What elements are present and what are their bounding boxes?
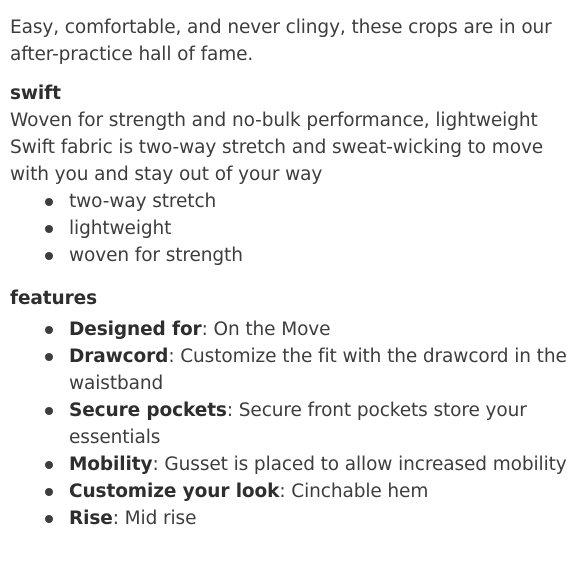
swift-heading: swift: [10, 83, 61, 104]
list-item: lightweight: [69, 215, 570, 242]
features-heading: features: [10, 288, 97, 309]
feature-label: Customize your look: [69, 481, 280, 502]
list-item: [69, 478, 570, 505]
intro-text: Easy, comfortable, and never clingy, these crops are in our after-practice hall of fame.: [10, 17, 552, 65]
list-item: [69, 451, 570, 478]
list-item: [69, 316, 570, 343]
list-item: [69, 505, 570, 532]
list-item: [69, 343, 570, 397]
feature-text: : On the Move: [201, 319, 331, 340]
feature-label: Mobility: [69, 454, 153, 475]
list-item: [69, 397, 570, 451]
feature-label: Drawcord: [69, 346, 169, 367]
feature-label: Designed for: [69, 319, 202, 340]
feature-text: : Gusset is placed to allow increased mobility: [152, 454, 567, 475]
list-item: two-way stretch: [69, 188, 570, 215]
feature-text: : Cinchable hem: [279, 481, 429, 502]
swift-description: Woven for strength and no-bulk performance, lightweight Swift fabric is two-way stretch and sweat-wicking to move with you and stay out of your way: [10, 110, 544, 185]
list-item: woven for strength: [69, 242, 570, 269]
feature-label: Rise: [69, 508, 113, 529]
feature-text: : Secure front pockets store your essentials: [69, 400, 527, 448]
feature-label: Secure pockets: [69, 400, 227, 421]
product-description: [10, 14, 570, 532]
features-list: [10, 316, 570, 532]
feature-text: : Mid rise: [112, 508, 197, 529]
feature-text: : Customize the fit with the drawcord in the waistband: [69, 346, 567, 394]
swift-bullet-list: [10, 188, 570, 269]
